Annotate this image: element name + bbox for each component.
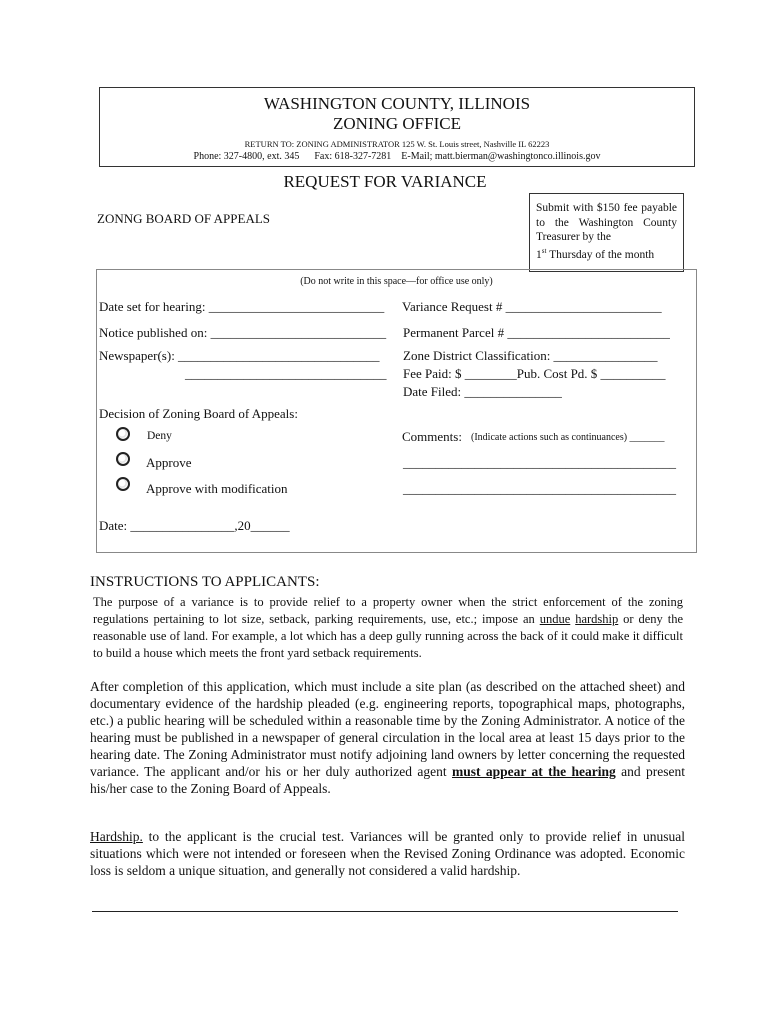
date-set-field[interactable]: Date set for hearing: ___________________________	[99, 299, 385, 314]
newspapers-field-line2[interactable]: _______________________________	[185, 366, 387, 381]
office-use-note: (Do not write in this space—for office use only)	[300, 276, 493, 287]
decision-label: Decision of Zoning Board of Appeals:	[99, 406, 298, 421]
comments-label: Comments:	[402, 429, 462, 444]
deny-radio[interactable]	[116, 427, 130, 441]
comments-hint[interactable]: (Indicate actions such as continuances) _______	[471, 432, 665, 443]
county-heading: WASHINGTON COUNTY, ILLINOIS	[263, 94, 531, 113]
fee-paid-field[interactable]: Fee Paid: $ ________Pub. Cost Pd. $ __________	[403, 366, 666, 381]
variance-request-field[interactable]: Variance Request # ________________________	[402, 299, 662, 314]
approve-label: Approve	[146, 455, 192, 470]
fee-notice-box	[529, 193, 684, 272]
fee-notice-deadline: 1st Thursday of the month	[536, 247, 655, 262]
comments-line-1[interactable]: __________________________________________	[403, 455, 676, 470]
page-title: REQUEST FOR VARIANCE	[283, 172, 487, 191]
zone-district-field[interactable]: Zone District Classification: ________________	[403, 348, 658, 363]
approve-radio[interactable]	[116, 452, 130, 466]
office-heading: ZONING OFFICE	[333, 114, 461, 133]
board-name: ZONNG BOARD OF APPEALS	[97, 211, 270, 226]
permanent-parcel-field[interactable]: Permanent Parcel # _________________________	[403, 325, 670, 340]
hardship-paragraph: Hardship. to the applicant is the crucial test. Variances will be granted only to provide relief in unusual situations which were not intended or foreseen when the Revised Zoning Ordinance was adopted. Economic loss is seldom a unique situation, and generally not considered a valid hardship.	[90, 829, 685, 878]
newspapers-field[interactable]: Newspaper(s): _______________________________	[99, 348, 380, 363]
approve-with-modification-label: Approve with modification	[146, 481, 288, 496]
return-address: RETURN TO: ZONING ADMINISTRATOR 125 W. St. Louis street, Nashville IL 62223	[244, 139, 550, 149]
bottom-divider	[92, 911, 678, 912]
approve-with-modification-radio[interactable]	[116, 477, 130, 491]
instructions-heading: INSTRUCTIONS TO APPLICANTS:	[90, 574, 320, 590]
decision-date-field[interactable]: Date: ________________,20______	[99, 518, 290, 533]
procedure-paragraph: After completion of this application, which must include a site plan (as described on the attached sheet) and documentary evidence of the hardship pleaded (e.g. engineering reports, topographical maps, photographs, etc.) a public hearing will be scheduled within a reasonable time by the Zoning Administrator. A notice of the hearing must be published in a newspaper of general circulation in the local area at least 15 days prior to the hearing date. The Zoning Administrator must notify adjoining land owners by letter concerning the requested variance. The applicant and/or his or her duly authorized agent must appear at the hearing and present his/her case to the Zoning Board of Appeals.	[90, 679, 685, 796]
date-filed-field[interactable]: Date Filed: _______________	[403, 384, 562, 399]
contact-line: Phone: 327-4800, ext. 345 Fax: 618-327-7281 E-Mail; matt.bierman@washingtonco.illinois.gov	[193, 151, 601, 162]
comments-line-2[interactable]: __________________________________________	[403, 481, 676, 496]
deny-label: Deny	[147, 430, 172, 442]
fee-notice-text: Submit with $150 fee payable to the Washington County Treasurer by the	[536, 202, 677, 243]
header-box	[99, 87, 695, 167]
notice-published-field[interactable]: Notice published on: ___________________________	[99, 325, 387, 340]
purpose-paragraph: The purpose of a variance is to provide relief to a property owner when the strict enforcement of the zoning regulations pertaining to lot size, setback, parking requirements, use, etc.; impose an undue hardship or deny the reasonable use of land. For example, a lot which has a deep gully running across the back of it could make it difficult to build a house which meets the front yard setback requirements.	[93, 595, 683, 660]
